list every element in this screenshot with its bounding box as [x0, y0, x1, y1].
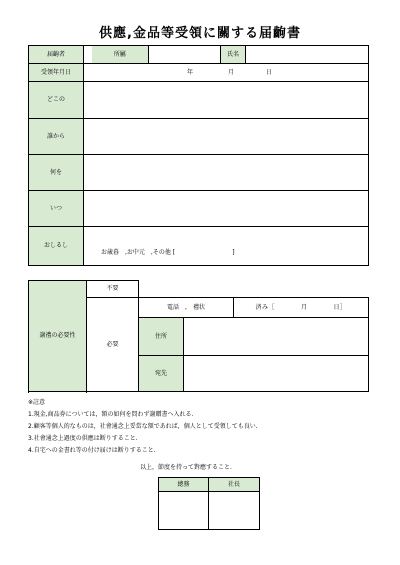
thank-you-necessity-label: 謝禮の必要性: [29, 281, 87, 392]
general-affairs-stamp-box[interactable]: [159, 492, 209, 530]
note-item: 4.自宅への金書れ等の付け届けは断りすること.: [28, 447, 156, 454]
report-form-table: [28, 45, 369, 266]
note-item: 2.顧客等個人的なものは，社會通念上妥當な額であれば，個人として受領しても良い.: [28, 423, 258, 430]
recipient-field[interactable]: [184, 356, 369, 392]
from-whom-label: 誰から: [29, 119, 84, 155]
what-field[interactable]: [84, 155, 369, 191]
note-item: 1.現金,商品券については，額の如何を問わず謝贈書へ入れる.: [28, 411, 194, 418]
where-label: どこの: [29, 82, 84, 119]
gift-type-options: お歳暮 ,お中元 ,その他 [ ]: [101, 248, 235, 256]
department-label: 所屬: [92, 46, 149, 64]
when-label: いつ: [29, 191, 84, 227]
day-label: 日: [265, 68, 272, 76]
closing-note: 以上，節度を持って對應すること.: [140, 464, 232, 471]
from-whom-field[interactable]: [84, 119, 369, 155]
not-needed-option[interactable]: 不要: [87, 281, 139, 298]
thank-you-table: [28, 280, 369, 392]
year-label: 年: [187, 68, 194, 76]
received-date-label: 受領年月日: [29, 64, 84, 82]
notes-header: ※註意: [28, 399, 46, 406]
president-header: 社長: [209, 478, 260, 492]
when-field[interactable]: [84, 191, 369, 227]
note-item: 3.社會通念上過度の供應は断りすること.: [28, 435, 138, 442]
done-date-field[interactable]: 済み［ 月 日］: [234, 298, 369, 318]
gift-type-field[interactable]: [84, 227, 369, 266]
address-field[interactable]: [184, 318, 369, 356]
president-stamp-box[interactable]: [209, 492, 260, 530]
contact-method-options[interactable]: 電話 , 禮状: [139, 298, 234, 318]
department-field[interactable]: [149, 46, 221, 64]
notes-section: [28, 397, 258, 457]
approval-table: [158, 477, 260, 530]
where-field[interactable]: [84, 82, 369, 119]
form-title: 供應,金品等受領に關する届齣書: [99, 26, 301, 41]
name-field[interactable]: [246, 46, 369, 64]
reporter-label: 届齣者: [29, 46, 84, 64]
recipient-label: 宛先: [139, 356, 184, 392]
address-label: 住所: [139, 318, 184, 356]
what-label: 何を: [29, 155, 84, 191]
needed-option[interactable]: 必要: [87, 298, 139, 392]
month-label: 月: [227, 68, 234, 76]
received-date-field[interactable]: [84, 64, 369, 82]
general-affairs-header: 總務: [159, 478, 209, 492]
gift-type-label: おしるし: [29, 227, 84, 266]
name-label: 氏名: [221, 46, 246, 64]
